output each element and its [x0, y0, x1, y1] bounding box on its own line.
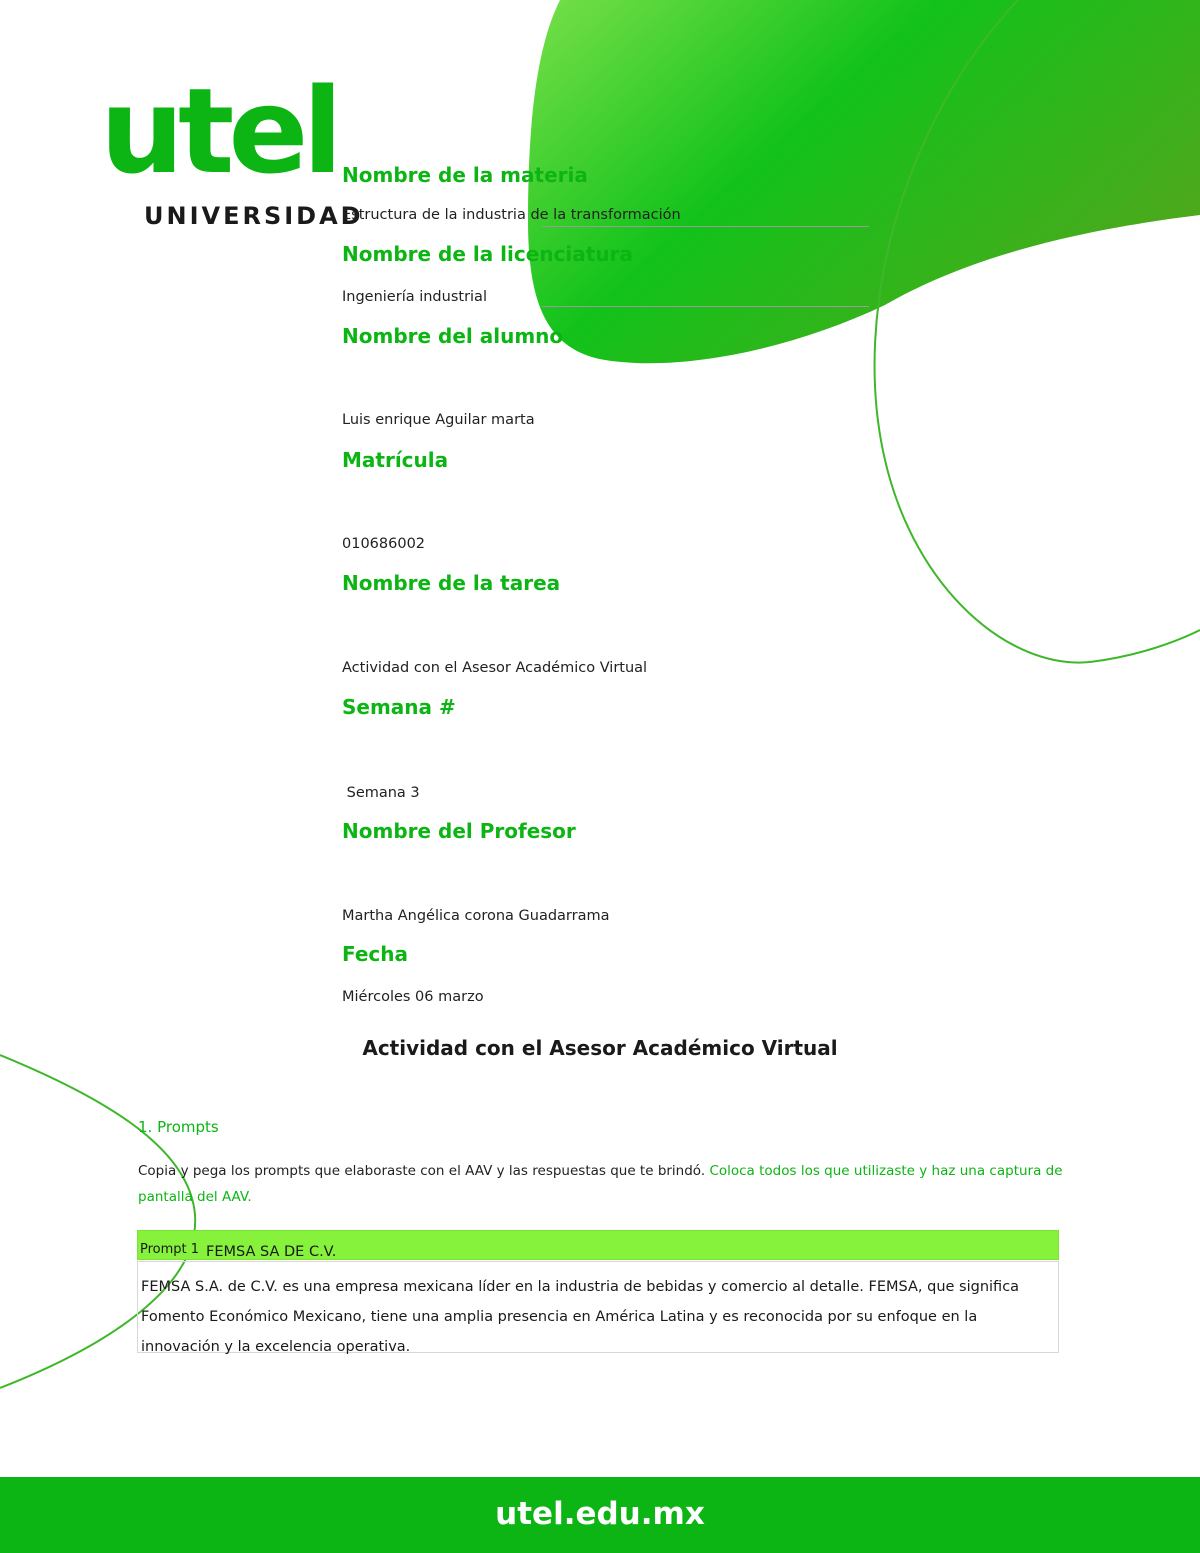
field-value-semana: Semana 3	[342, 785, 420, 801]
field-value-tarea: Actividad con el Asesor Académico Virtual	[342, 660, 648, 676]
logo-wordmark: utel	[100, 62, 337, 200]
field-value-materia: Estructura de la industria de la transformación	[342, 207, 681, 223]
logo-subtitle: UNIVERSIDAD	[144, 202, 364, 230]
section-heading: 1. Prompts	[138, 1118, 219, 1136]
field-value-alumno: Luis enrique Aguilar marta	[342, 412, 535, 428]
footer-website: utel.edu.mx	[495, 1496, 705, 1532]
field-value-matricula: 010686002	[342, 536, 426, 552]
field-label-licenciatura: Nombre de la licenciatura	[342, 242, 633, 266]
prompt-number: Prompt 1	[140, 1242, 200, 1257]
footer-bar	[0, 1477, 1200, 1553]
field-label-tarea: Nombre de la tarea	[342, 571, 561, 595]
field-underline-materia	[542, 226, 869, 227]
field-label-materia: Nombre de la materia	[342, 163, 588, 187]
green-blob-shape	[528, 0, 1200, 363]
field-value-licenciatura: Ingeniería industrial	[342, 289, 487, 305]
instruction-text: Copia y pega los prompts que elaboraste con el AAV y las respuestas que te brindó.	[138, 1163, 706, 1179]
prompt-header-row	[137, 1230, 1059, 1260]
instruction-highlight-text: Coloca todos los que utilizaste y haz una captura de pantalla del AAV.	[138, 1163, 1063, 1205]
field-underline-licenciatura	[542, 306, 869, 307]
section-instructions	[138, 1158, 1068, 1210]
field-label-alumno: Nombre del alumno	[342, 324, 564, 348]
field-label-matricula: Matrícula	[342, 448, 449, 472]
field-label-semana: Semana #	[342, 695, 456, 719]
prompt-response-cell: FEMSA S.A. de C.V. es una empresa mexicana líder en la industria de bebidas y comercio al detalle. FEMSA, que significa Fomento Económico Mexicano, tiene una amplia presencia en América Latina y es reconocida por su enfoque en la innovación y la excelencia operativa.	[137, 1261, 1059, 1353]
field-label-fecha: Fecha	[342, 942, 409, 966]
field-value-profesor: Martha Angélica corona Guadarrama	[342, 908, 610, 924]
prompt-name: FEMSA SA DE C.V.	[206, 1244, 337, 1260]
field-value-fecha: Miércoles 06 marzo	[342, 989, 484, 1005]
document-title: Actividad con el Asesor Académico Virtual	[362, 1036, 838, 1060]
field-label-profesor: Nombre del Profesor	[342, 819, 576, 843]
